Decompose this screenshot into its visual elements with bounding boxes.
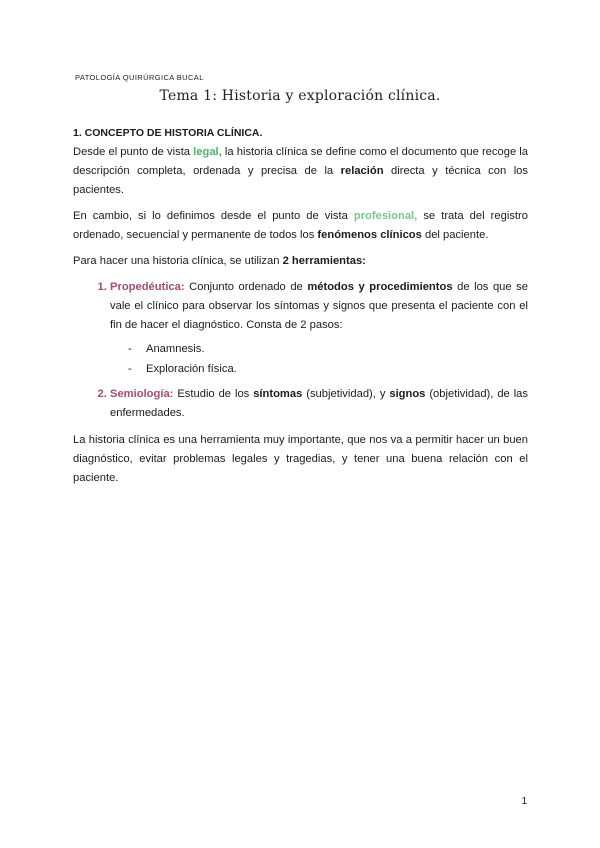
list-item-step: - Exploración física. xyxy=(128,363,237,375)
page-number: 1 xyxy=(521,796,527,807)
step-text: Anamnesis. xyxy=(146,343,205,355)
paragraph-tools-intro xyxy=(73,252,528,271)
text: (subjetividad), y xyxy=(302,388,390,400)
section-heading: 1. CONCEPTO DE HISTORIA CLÍNICA. xyxy=(73,127,263,139)
keyword-sintomas: síntomas xyxy=(253,388,303,400)
step-text: Exploración física. xyxy=(146,363,237,375)
term-semiologia: Semiología: xyxy=(110,388,174,400)
list-item-step: - Anamnesis. xyxy=(128,343,205,355)
paragraph-conclusion: La historia clínica es una herramienta muy importante, que nos va a permitir hacer un buen diagnóstico, evitar problemas legales y tragedias, y tener una buena relación con el paciente. xyxy=(73,434,528,484)
keyword-legal: legal, xyxy=(193,146,222,158)
paragraph-professional-definition xyxy=(73,207,528,245)
text: Estudio de los xyxy=(173,388,254,400)
text: Para hacer una historia clínica, se utilizan xyxy=(73,255,283,267)
subject-header: PATOLOGÍA QUIRÚRGICA BUCAL xyxy=(75,73,204,82)
text: la historia clínica se define como el documento que recoge la descripción completa, ordenada y precisa de la xyxy=(73,146,529,177)
text: se trata del registro ordenado, secuencial y permanente de todos los xyxy=(73,210,528,241)
list-item-semiologia xyxy=(110,385,528,423)
content-body xyxy=(73,124,528,495)
text: Conjunto ordenado de xyxy=(184,281,308,293)
keyword-relacion: relación xyxy=(340,165,384,177)
keyword-metodos: métodos y procedimientos xyxy=(307,281,453,293)
term-propedeutica: Propedéutica: xyxy=(110,281,185,293)
list-item-propedeutica xyxy=(110,278,528,379)
tools-list xyxy=(73,278,528,423)
text: directa y técnica con los pacientes. xyxy=(73,165,529,196)
page-title: Tema 1: Historia y exploración clínica. xyxy=(159,88,441,104)
keyword-profesional: profesional, xyxy=(353,210,418,222)
steps-list xyxy=(128,339,528,379)
text: En cambio, si lo definimos desde el punto de vista xyxy=(73,210,354,222)
keyword-herramientas: 2 herramientas: xyxy=(282,255,366,267)
text: del paciente. xyxy=(421,229,489,241)
text: (objetividad), de las enfermedades. xyxy=(110,388,528,419)
keyword-signos: signos xyxy=(389,388,426,400)
paragraph-legal-definition xyxy=(73,143,528,200)
text: de los que se vale el clínico para observar los síntomas y signos que presenta el paciente con el fin de hacer el diagnóstico. Consta de 2 pasos: xyxy=(110,281,528,331)
keyword-fenomenos: fenómenos clínicos xyxy=(317,229,422,241)
text: Desde el punto de vista xyxy=(73,146,194,158)
